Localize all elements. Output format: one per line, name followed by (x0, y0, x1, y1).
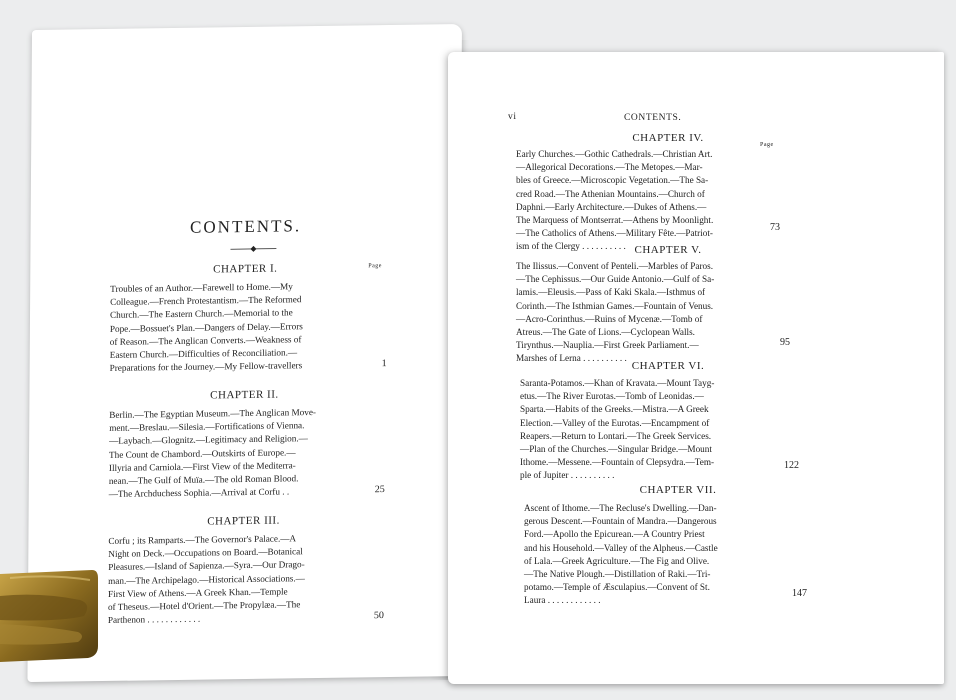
right-page (448, 52, 944, 684)
chapter-page-number: 147 (792, 588, 807, 599)
contents-title: CONTENTS. (190, 216, 302, 237)
chapter-page-number: 1 (381, 358, 387, 370)
chapter-heading: CHAPTER VI. (631, 360, 705, 372)
chapter-page-number: 95 (780, 337, 790, 348)
brass-book-stand (0, 566, 100, 666)
chapter-page-number: 73 (770, 222, 780, 233)
chapter-summary: Early Churches.—Gothic Cathedrals.—Christian Art. —Allegorical Decorations.—The Metopes.—Mar- bles of Greece.—Microscopic Vegetation.—The Sa- cred Road.—The Athenian Mountains.—Church of Daphni.—Early Architecture.—Dukes of Athens.— The Marquess of Montserrat.—Athens by Moonlight. —The Catholics of Athens.—Military Fête.—Patriot- ism of the Clergy . . . . . . . . . . (516, 149, 714, 252)
page-column-label: Page (368, 263, 383, 270)
chapter-heading: CHAPTER IV. (632, 132, 704, 144)
chapter-summary: Berlin.—The Egyptian Museum.—The Anglican Move- ment.—Breslau.—Silesia.—Fortifications of Vienna. —Laybach.—Glognitz.—Legitimacy and Religion.— The Count de Chambord.—Outskirts of Europe.— Illyria and Carniola.—First View of the Mediterra- nean.—The Gulf of Muïa.—The old Roman Blood. —The Archduchess Sophia.—Arrival at Corfu . . (108, 407, 317, 500)
chapter-heading: CHAPTER VII. (639, 484, 717, 496)
chapter-summary: The Ilissus.—Convent of Penteli.—Marbles of Paros. —The Cephissus.—Our Guide Antonio.—Gulf of Sa- lamis.—Eleusis.—Pass of Kaki Skala.—Isthmus of Corinth.—The Isthmian Games.—Fountain of Venus. —Acro-Corinthus.—Ruins of Mycenæ.—Tomb of Atreus.—The Gate of Lions.—Cyclopean Walls. Tirynthus.—Nauplia.—First Greek Parliament.— Marshes of Lerna . . . . . . . . . . (516, 261, 715, 364)
chapter-heading: CHAPTER III. (207, 514, 280, 528)
chapter-heading: CHAPTER II. (210, 388, 279, 402)
chapter-page-number: 25 (374, 484, 385, 496)
ornament-divider (230, 245, 276, 254)
chapter-page-number: 50 (373, 610, 384, 622)
chapter-summary: Troubles of an Author.—Farewell to Home.—My Colleague.—French Protestantism.—The Reformed Church.—The Eastern Church.—Memorial to the Pope.—Bossuet's Plan.—Dangers of Delay.—Errors of Reason.—The Anglican Converts.—Weakness of Eastern Church.—Difficulties of Reconciliation.— Preparations for the Journey.—My Fellow-travellers (109, 281, 303, 374)
chapter-heading: CHAPTER V. (634, 244, 702, 256)
page-column-label: Page (760, 142, 774, 148)
chapter-summary: Ascent of Ithome.—The Recluse's Dwelling.—Dan- gerous Descent.—Fountain of Mandra.—Dangerous Ford.—Apollo the Epicurean.—A Country Priest and his Household.—Valley of the Alpheus.—Castle of Lala.—Greek Agriculture.—The Fig and Olive. —The Native Plough.—Distillation of Raki.—Tri- potamo.—Temple of Æsculapius.—Convent of St. Laura . . . . . . . . . . . . (524, 503, 718, 606)
chapter-summary: Saranta-Potamos.—Khan of Kravata.—Mount Tayg- etus.—The River Eurotas.—Tomb of Leonidas.— Sparta.—Habits of the Greeks.—Mistra.—A Greek Election.—Valley of the Eurotas.—Encampment of Reapers.—Return to Lontari.—The Greek Services. —Plan of the Churches.—Singular Bridge.—Mount Ithome.—Messene.—Fountain of Clepsydra.—Tem- ple of Jupiter . . . . . . . . . . (520, 378, 715, 481)
folio: vi (508, 112, 517, 122)
running-head: CONTENTS. (624, 113, 682, 123)
chapter-summary: Corfu ; its Ramparts.—The Governor's Palace.—A Night on Deck.—Occupations on Board.—Botanical Pleasures.—Island of Sapienza.—Syra.—Our Drago- man.—The Archipelago.—Historical Associations.— First View of Athens.—A Greek Khan.—Temple of Theseus.—Hotel d'Orient.—The Propylæa.—The Parthenon . . . . . . . . . . . . (107, 533, 305, 626)
chapter-heading: CHAPTER I. (213, 262, 278, 276)
chapter-page-number: 122 (784, 460, 799, 471)
